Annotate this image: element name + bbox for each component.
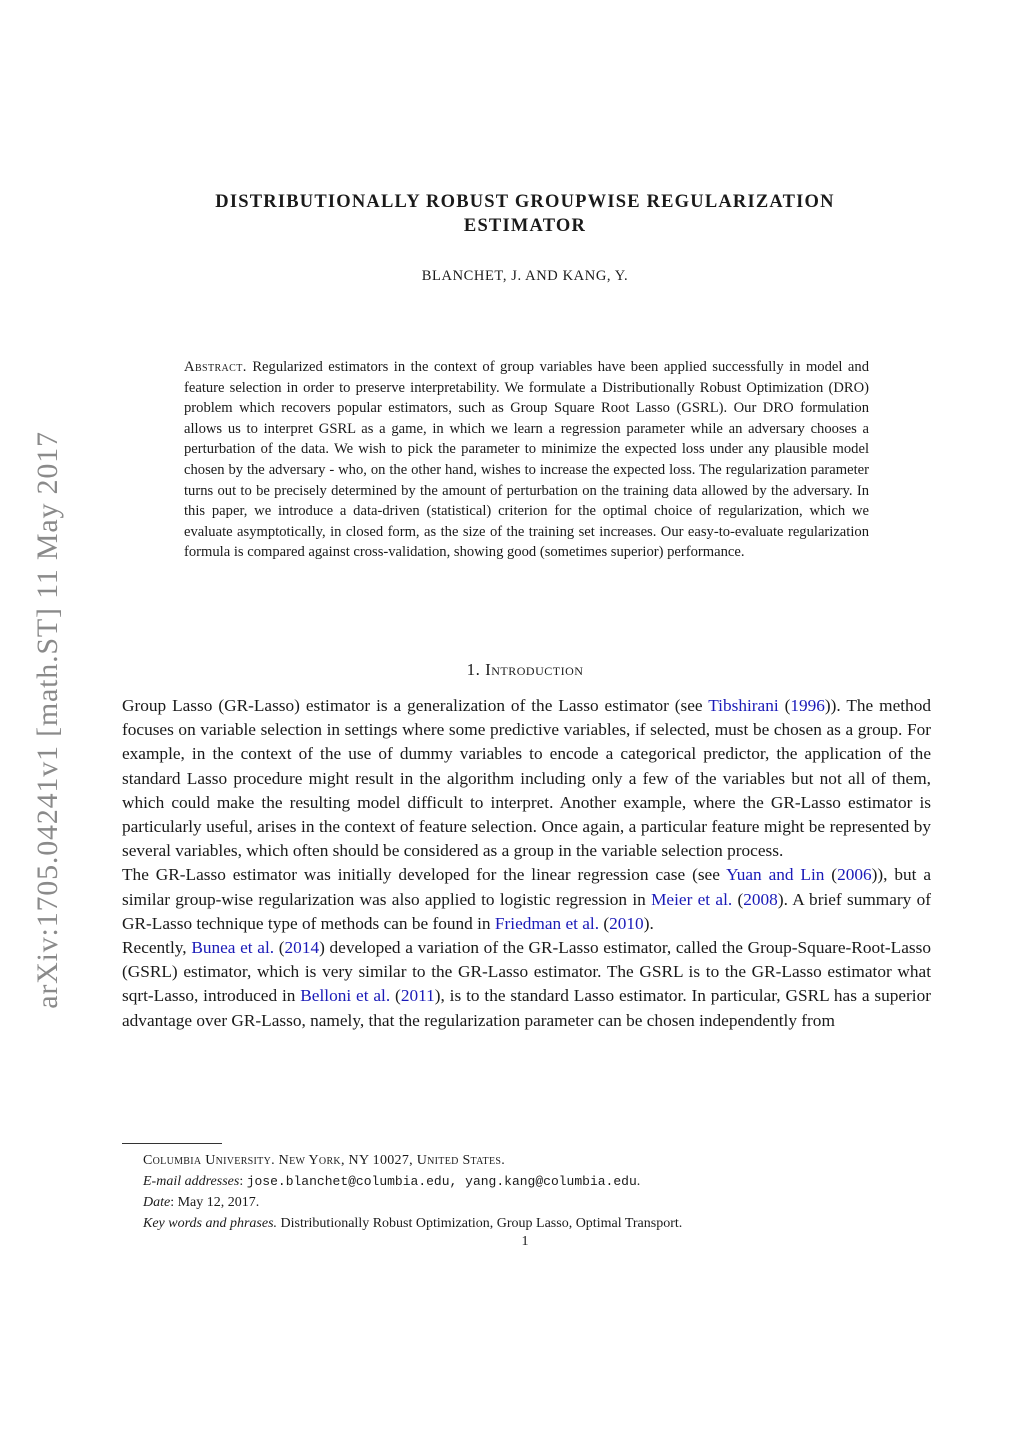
- date-label: Date: [143, 1195, 171, 1210]
- citation-link[interactable]: Friedman et al.: [494, 913, 600, 933]
- citation-year-link[interactable]: 2011: [400, 986, 435, 1006]
- page-number: 1: [521, 1234, 529, 1249]
- text-run: ).: [643, 913, 654, 933]
- text-run: (: [390, 986, 401, 1006]
- keywords-line: [143, 1213, 943, 1234]
- text-run: Recently,: [122, 938, 192, 958]
- footnotes: [143, 1150, 943, 1234]
- email-addresses[interactable]: jose.blanchet@columbia.edu, yang.kang@columbia.edu: [246, 1174, 637, 1189]
- date-line: Date: May 12, 2017.: [143, 1195, 260, 1210]
- abstract: [184, 357, 869, 563]
- citation-year-link[interactable]: 2010: [609, 913, 644, 933]
- citation-link[interactable]: Yuan and Lin: [726, 865, 825, 885]
- text-run: )). The method focuses on variable selection in settings where some predictive variables, if selected, must be chosen as a group. For example, in the context of the use of dummy variables to encode a categorical predictor, the application of the standard Lasso procedure might result in the algorithm including only a few of the variables but not all of them, which could make the resulting model difficult to interpret. Another example, where the GR-Lasso estimator is particularly useful, arises in the context of feature selection. Once again, a particular feature might be represented by several variables, which often should be considered as a group in the variable selection process.: [122, 696, 931, 861]
- citation-link[interactable]: Meier et al.: [651, 889, 733, 909]
- text-run: Group Lasso (GR-Lasso) estimator is a generalization of the Lasso estimator (see: [122, 696, 709, 715]
- text-run: ). A brief summary of GR-Lasso technique type of methods can be found in: [122, 889, 931, 933]
- affiliation: Columbia University. New York, NY 10027, United States.: [143, 1153, 506, 1168]
- authors: BLANCHET, J. AND KANG, Y.: [421, 268, 629, 284]
- paragraph-2: [122, 863, 931, 936]
- abstract-label: Abstract.: [184, 359, 247, 375]
- text-run: The GR-Lasso estimator was initially developed for the linear regression case (see: [122, 865, 727, 885]
- keywords-value: Distributionally Robust Optimization, Group Lasso, Optimal Transport.: [280, 1216, 683, 1231]
- keywords-label: Key words and phrases.: [143, 1216, 278, 1231]
- text-run: (: [824, 865, 838, 885]
- text-run: (: [732, 889, 744, 909]
- abstract-text: Regularized estimators in the context of group variables have been applied successfully in model and feature selection in order to preserve interpretability. We formulate a Distributionally Robust Optimization (DRO) problem which recovers popular estimators, such as Group Square Root Lasso (GSRL). Our DRO formulation allows us to interpret GSRL as a game, in which we learn a regression parameter while an adversary chooses a perturbation of the data. We wish to pick the parameter to minimize the expected loss under any plausible model chosen by the adversary - who, on the other hand, wishes to increase the expected loss. The regularization parameter turns out to be precisely determined by the amount of perturbation on the training data allowed by the adversary. In this paper, we introduce a data-driven (statistical) criterion for the optimal choice of regularization, which we evaluate asymptotically, in closed form, as the size of the training set increases. Our easy-to-evaluate regularization formula is compared against cross-validation, showing good (sometimes superior) performance.: [184, 359, 869, 561]
- text-run: ) developed a variation of the GR-Lasso estimator, called the Group-Square-Root-Lasso (GSRL) estimator, which is very similar to the GR-Lasso estimator. The GSRL is to the GR-Lasso estimator what sqrt-Lasso, introduced in: [122, 938, 931, 1006]
- citation-link[interactable]: Belloni et al.: [300, 986, 391, 1006]
- citation-year-link[interactable]: 2006: [837, 865, 872, 885]
- title-line-2: ESTIMATOR: [463, 216, 587, 236]
- citation-link[interactable]: Bunea et al.: [191, 938, 275, 958]
- email-label: E-mail addresses: [143, 1174, 240, 1189]
- text-run: )), but a similar group-wise regularization was also applied to logistic regression in: [122, 865, 931, 909]
- email-line: E-mail addresses: jose.blanchet@columbia.edu, yang.kang@columbia.edu.: [143, 1174, 641, 1189]
- citation-year-link[interactable]: 2008: [743, 889, 778, 909]
- date-value: May 12, 2017.: [177, 1195, 260, 1210]
- text-run: (: [274, 938, 285, 958]
- citation-year-link[interactable]: 1996: [790, 696, 825, 715]
- text-run: (: [599, 913, 610, 933]
- title-line-1: DISTRIBUTIONALLY ROBUST GROUPWISE REGULARIZATION: [215, 192, 835, 212]
- paragraph-3: [122, 936, 931, 1033]
- citation-link[interactable]: Tibshirani: [708, 696, 779, 715]
- text-run: (: [778, 696, 791, 715]
- section-heading: 1. Introduction: [466, 660, 584, 679]
- text-run: ), is to the standard Lasso estimator. In particular, GSRL has a superior advantage over GR-Lasso, namely, that the regularization parameter can be chosen independently from: [122, 986, 931, 1030]
- paragraph-1: [122, 694, 931, 863]
- citation-year-link[interactable]: 2014: [284, 938, 320, 958]
- arxiv-id: arXiv:1705.04241v1 [math.ST] 11 May 2017: [31, 431, 64, 1009]
- paper-title: [120, 190, 930, 238]
- body-text: [122, 694, 931, 1033]
- footnote-divider: [122, 1143, 222, 1144]
